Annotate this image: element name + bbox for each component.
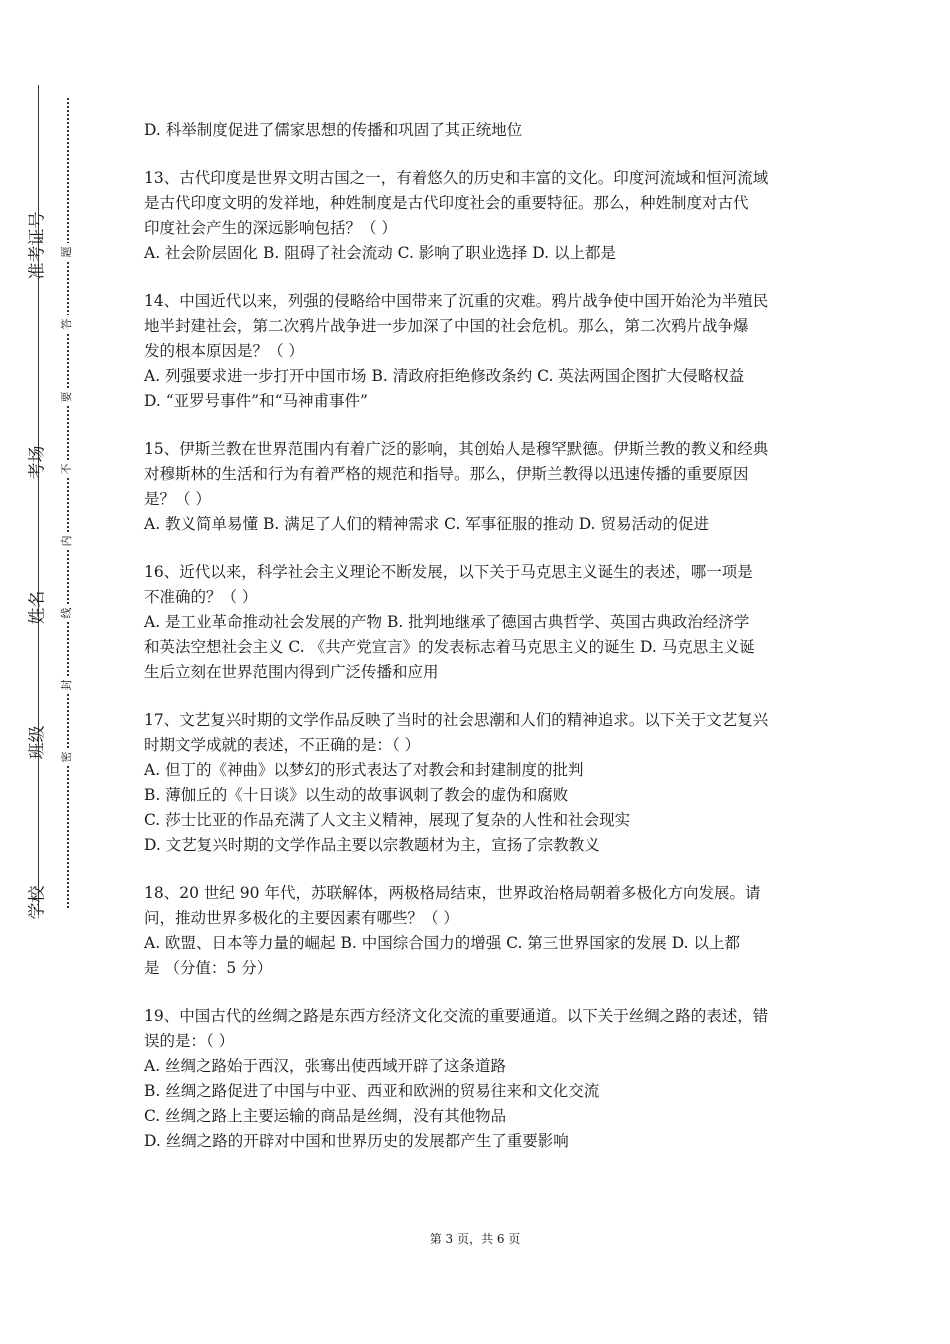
question-block bbox=[144, 289, 809, 414]
question-line: D. 文艺复兴时期的文学作品主要以宗教题材为主，宣扬了宗教教义 bbox=[144, 836, 600, 854]
seal-char: 封 bbox=[58, 676, 76, 694]
binding-margin bbox=[0, 0, 90, 1344]
question-line: 生后立刻在世界范围内得到广泛传播和应用 bbox=[144, 663, 439, 681]
question-line: 问，推动世界多极化的主要因素有哪些？（ ） bbox=[144, 909, 459, 927]
seal-char: 不 bbox=[58, 460, 76, 478]
seal-char: 答 bbox=[58, 315, 76, 333]
question-line: 不准确的？（ ） bbox=[144, 588, 258, 606]
question-line: B. 丝绸之路促进了中国与中亚、西亚和欧洲的贸易往来和文化交流 bbox=[144, 1082, 600, 1100]
question-line: A. 社会阶层固化 B. 阻碍了社会流动 C. 影响了职业选择 D. 以上都是 bbox=[144, 244, 616, 262]
question-line: B. 薄伽丘的《十日谈》以生动的故事讽刺了教会的虚伪和腐败 bbox=[144, 786, 569, 804]
question-line: 是 （分值：5 分） bbox=[144, 959, 273, 977]
question-line: D. “亚罗号事件”和“马神甫事件” bbox=[144, 392, 368, 410]
question-line: D. 科举制度促进了儒家思想的传播和巩固了其正统地位 bbox=[144, 121, 523, 139]
question-line: D. 丝绸之路的开辟对中国和世界历史的发展都产生了重要影响 bbox=[144, 1132, 569, 1150]
seal-dotted-line bbox=[67, 98, 69, 908]
page-footer: 第 3 页，共 6 页 bbox=[429, 1232, 521, 1246]
seal-char: 线 bbox=[58, 604, 76, 622]
question-block bbox=[144, 708, 809, 858]
seal-char: 密 bbox=[58, 748, 76, 766]
field-label-exam-room: 考场 bbox=[27, 445, 48, 480]
fill-in-line bbox=[38, 85, 39, 915]
question-line: C. 丝绸之路上主要运输的商品是丝绸，没有其他物品 bbox=[144, 1107, 507, 1125]
seal-char: 要 bbox=[58, 388, 76, 406]
question-block bbox=[144, 1004, 809, 1154]
question-block bbox=[144, 881, 809, 981]
question-line: 是古代印度文明的发祥地，种姓制度是古代印度社会的重要特征。那么，种姓制度对古代 bbox=[144, 194, 749, 212]
question-block bbox=[144, 166, 809, 266]
question-line: 16、近代以来，科学社会主义理论不断发展，以下关于马克思主义诞生的表述，哪一项是 bbox=[144, 563, 753, 581]
question-line: 误的是：（ ） bbox=[144, 1032, 235, 1050]
question-block bbox=[144, 118, 809, 143]
question-line: 发的根本原因是？（ ） bbox=[144, 342, 304, 360]
question-line: A. 是工业革命推动社会发展的产物 B. 批判地继承了德国古典哲学、英国古典政治经济学 bbox=[144, 613, 750, 631]
field-label-name: 姓名 bbox=[27, 590, 48, 625]
question-line: 时期文学成就的表述，不正确的是：（ ） bbox=[144, 736, 421, 754]
question-line: 是？（ ） bbox=[144, 490, 211, 508]
seal-char: 题 bbox=[58, 243, 76, 261]
question-line: A. 但丁的《神曲》以梦幻的形式表达了对教会和封建制度的批判 bbox=[144, 761, 584, 779]
question-line: 15、伊斯兰教在世界范围内有着广泛的影响，其创始人是穆罕默德。伊斯兰教的教义和经典 bbox=[144, 440, 769, 458]
question-line: 17、文艺复兴时期的文学作品反映了当时的社会思潮和人们的精神追求。以下关于文艺复兴 bbox=[144, 711, 769, 729]
question-line: C. 莎士比亚的作品充满了人文主义精神，展现了复杂的人性和社会现实 bbox=[144, 811, 631, 829]
question-line: 14、中国近代以来，列强的侵略给中国带来了沉重的灾难。鸦片战争使中国开始沦为半殖民 bbox=[144, 292, 769, 310]
question-line: 18、20 世纪 90 年代，苏联解体，两极格局结束，世界政治格局朝着多极化方向发展。请 bbox=[144, 884, 761, 902]
question-line: A. 教义简单易懂 B. 满足了人们的精神需求 C. 军事征服的推动 D. 贸易活动的促进 bbox=[144, 515, 709, 533]
question-line: 13、古代印度是世界文明古国之一，有着悠久的历史和丰富的文化。印度河流域和恒河流域 bbox=[144, 169, 769, 187]
question-block bbox=[144, 560, 809, 685]
question-line: 印度社会产生的深远影响包括？（ ） bbox=[144, 219, 397, 237]
question-line: 和英法空想社会主义 C. 《共产党宣言》的发表标志着马克思主义的诞生 D. 马克思主义诞 bbox=[144, 638, 755, 656]
seal-char: 内 bbox=[58, 532, 76, 550]
field-label-school: 学校 bbox=[27, 885, 48, 920]
question-line: A. 丝绸之路始于西汉，张骞出使西域开辟了这条道路 bbox=[144, 1057, 507, 1075]
question-line: 地半封建社会，第二次鸦片战争进一步加深了中国的社会危机。那么，第二次鸦片战争爆 bbox=[144, 317, 749, 335]
question-line: A. 列强要求进一步打开中国市场 B. 清政府拒绝修改条约 C. 英法两国企图扩大侵略权益 bbox=[144, 367, 745, 385]
field-label-class: 班级 bbox=[27, 725, 48, 760]
question-list bbox=[144, 118, 809, 1177]
field-label-exam-number: 准考证号 bbox=[27, 211, 48, 280]
question-line: A. 欧盟、日本等力量的崛起 B. 中国综合国力的增强 C. 第三世界国家的发展 D. 以上都 bbox=[144, 934, 740, 952]
question-line: 对穆斯林的生活和行为有着严格的规范和指导。那么，伊斯兰教得以迅速传播的重要原因 bbox=[144, 465, 749, 483]
question-line: 19、中国古代的丝绸之路是东西方经济文化交流的重要通道。以下关于丝绸之路的表述，错 bbox=[144, 1007, 769, 1025]
question-block bbox=[144, 437, 809, 537]
